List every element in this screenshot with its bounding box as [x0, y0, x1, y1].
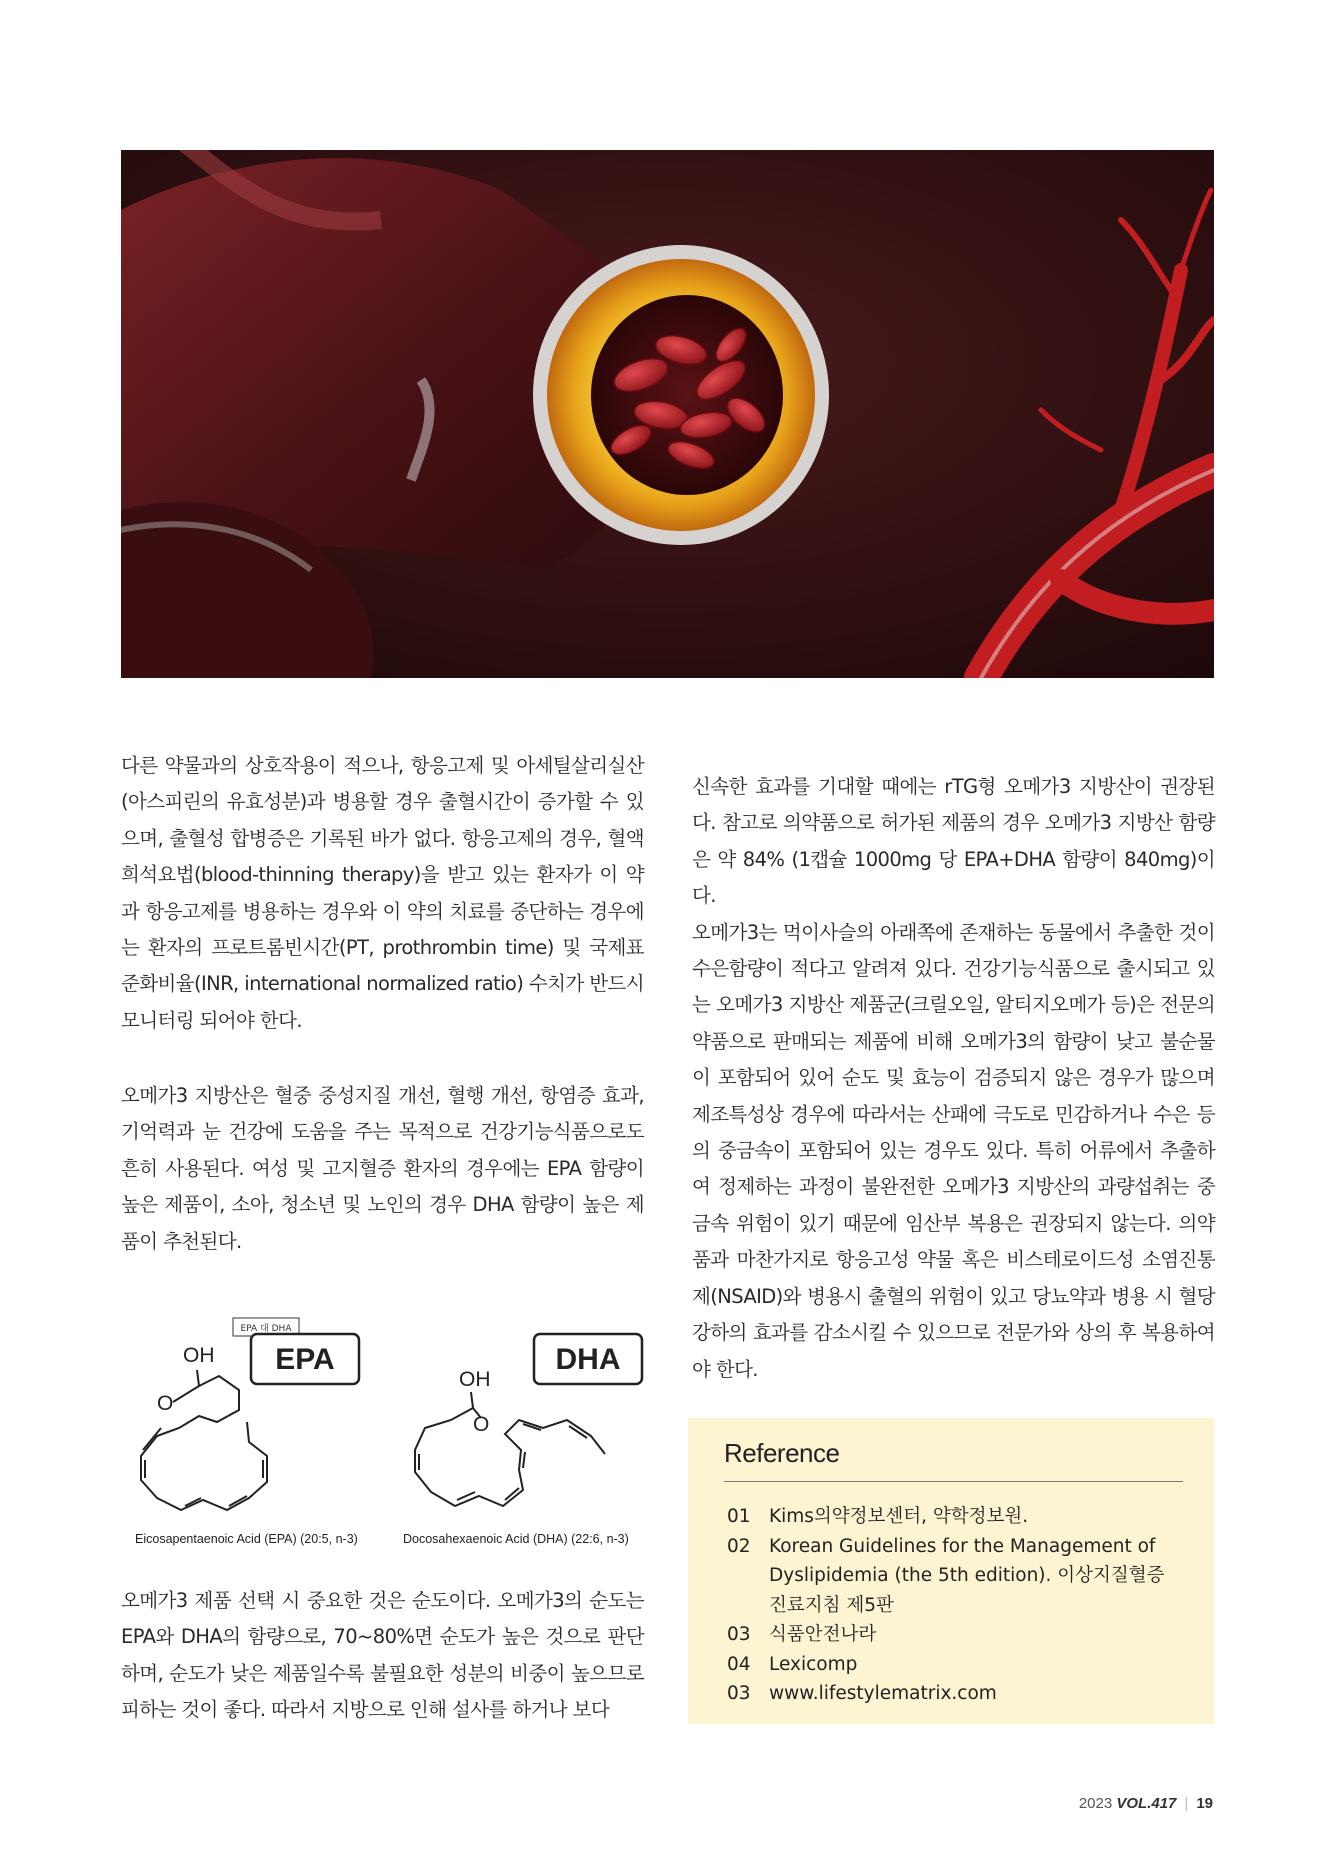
footer-volume: VOL.417 [1116, 1795, 1177, 1812]
dha-oh: OH [459, 1368, 491, 1391]
paragraph-text: 오메가3 제품 선택 시 중요한 것은 순도이다. 오메가3의 순도는 EPA와 DHA의 함량으로, 70~80%면 순도가 높은 것으로 판단하며, 순도가 낮은 제품일수록 불필요한 성분의 비중이 높으므로 피하는 것이 좋다. 따라서 지방으로 인해 설사를 하거나 보다 [121, 1589, 644, 1722]
footer-year: 2023 [1078, 1795, 1113, 1812]
artery-illustration [121, 150, 1214, 678]
reference-number: 01 [727, 1506, 751, 1527]
paragraph-text: 신속한 효과를 기대할 때에는 rTG형 오메가3 지방산이 권장된다. 참고로 의약품으로 허가된 제품의 경우 오메가3 지방산 함량은 약 84% (1캡슐 1000mg 당 EPA+DHA 함량이 840mg)이다. [692, 775, 1215, 908]
body-paragraph-1 [121, 748, 644, 1039]
dha-caption: Docosahexaenoic Acid (DHA) (22:6, n-3) [403, 1532, 629, 1546]
body-paragraph-2 [121, 1078, 644, 1260]
paragraph-text: 다른 약물과의 상호작용이 적으나, 항응고제 및 아세틸살리실산(아스피린의 유효성분)과 병용할 경우 출혈시간이 증가할 수 있으며, 출혈성 합병증은 기록된 바가 없다. 항응고제의 경우, 혈액희석요법(blood-thinning therapy)을 받고 있는 환자가 이 약과 항응고제를 병용하는 경우와 이 약의 치료를 중단하는 경우에는 환자의 프로트롬빈시간(PT, prothrombin time) 및 국제표준화비율(INR, international normalized ratio) 수치가 반드시 모니터링 되어야 한다. [121, 754, 644, 1032]
reference-item [727, 1502, 1187, 1532]
reference-title: Reference [724, 1438, 840, 1468]
reference-list [727, 1502, 1187, 1709]
epa-structure [141, 1370, 267, 1510]
dha-o: O [473, 1413, 490, 1436]
reference-text: 식품안전나라 [769, 1624, 877, 1645]
reference-number: 02 [727, 1535, 751, 1557]
page-number: 19 [1196, 1795, 1213, 1812]
reference-text: Lexicomp [769, 1653, 858, 1675]
reference-item [727, 1532, 1187, 1621]
epa-o: O [157, 1392, 174, 1415]
reference-text: Korean Guidelines for the Management of Dyslipidemia (the 5th edition). 이상지질혈증 진료지침 제5판 [769, 1535, 1165, 1616]
epa-oh: OH [183, 1344, 215, 1367]
reference-box [688, 1418, 1214, 1724]
reference-text: Kims의약정보센터, 약학정보원. [769, 1506, 1029, 1527]
page-footer [1079, 1795, 1213, 1812]
paragraph-text: 오메가3 지방산은 혈중 중성지질 개선, 혈행 개선, 항염증 효과, 기억력과 눈 건강에 도움을 주는 목적으로 건강기능식품으로도 흔히 사용된다. 여성 및 고지혈증 환자의 경우에는 EPA 함량이 높은 제품이, 소아, 청소년 및 노인의 경우 DHA 함량이 높은 제품이 추천된다. [121, 1084, 644, 1253]
reference-number: 03 [727, 1683, 751, 1704]
dha-structure [415, 1392, 605, 1506]
chemical-structures-figure [121, 1310, 646, 1550]
reference-number: 04 [727, 1653, 751, 1675]
epa-label: EPA [275, 1343, 335, 1376]
reference-text: www.lifestylematrix.com [769, 1683, 997, 1704]
footer-separator: | [1184, 1795, 1189, 1812]
right-column [692, 769, 1215, 1388]
reference-number: 03 [727, 1624, 751, 1645]
epa-caption: Eicosapentaenoic Acid (EPA) (20:5, n-3) [135, 1532, 358, 1546]
reference-divider [724, 1481, 1183, 1482]
paragraph-text: 오메가3는 먹이사슬의 아래쪽에 존재하는 동물에서 추출한 것이 수은함량이 적다고 알려져 있다. 건강기능식품으로 출시되고 있는 오메가3 지방산 제품군(크릴오일, 알티지오메가 등)은 전문의약품으로 판매되는 제품에 비해 오메가3의 함량이 낮고 불순물이 포함되어 있어 순도 및 효능이 검증되지 않은 경우가 많으며 제조특성상 경우에 따라서는 산패에 극도로 민감하거나 수은 등의 중금속이 포함되어 있는 경우도 있다. 특히 어류에서 추출하여 정제하는 과정이 불완전한 오메가3 지방산의 과량섭취는 중금속 위험이 있기 때문에 임산부 복용은 권장되지 않는다. 의약품과 마찬가지로 항응고성 약물 혹은 비스테로이드성 소염진통제(NSAID)와 병용시 출혈의 위험이 있고 당뇨약과 병용 시 혈당강하의 효과를 감소시킬 수 있으므로 전문가와 상의 후 복용하여야 한다. [692, 920, 1215, 1381]
reference-item [727, 1679, 1187, 1709]
dha-label: DHA [555, 1343, 621, 1376]
reference-item [727, 1650, 1187, 1680]
reference-item [727, 1620, 1187, 1650]
epa-tag: EPA 대 DHA [240, 1324, 292, 1334]
body-paragraph-3 [121, 1583, 644, 1729]
